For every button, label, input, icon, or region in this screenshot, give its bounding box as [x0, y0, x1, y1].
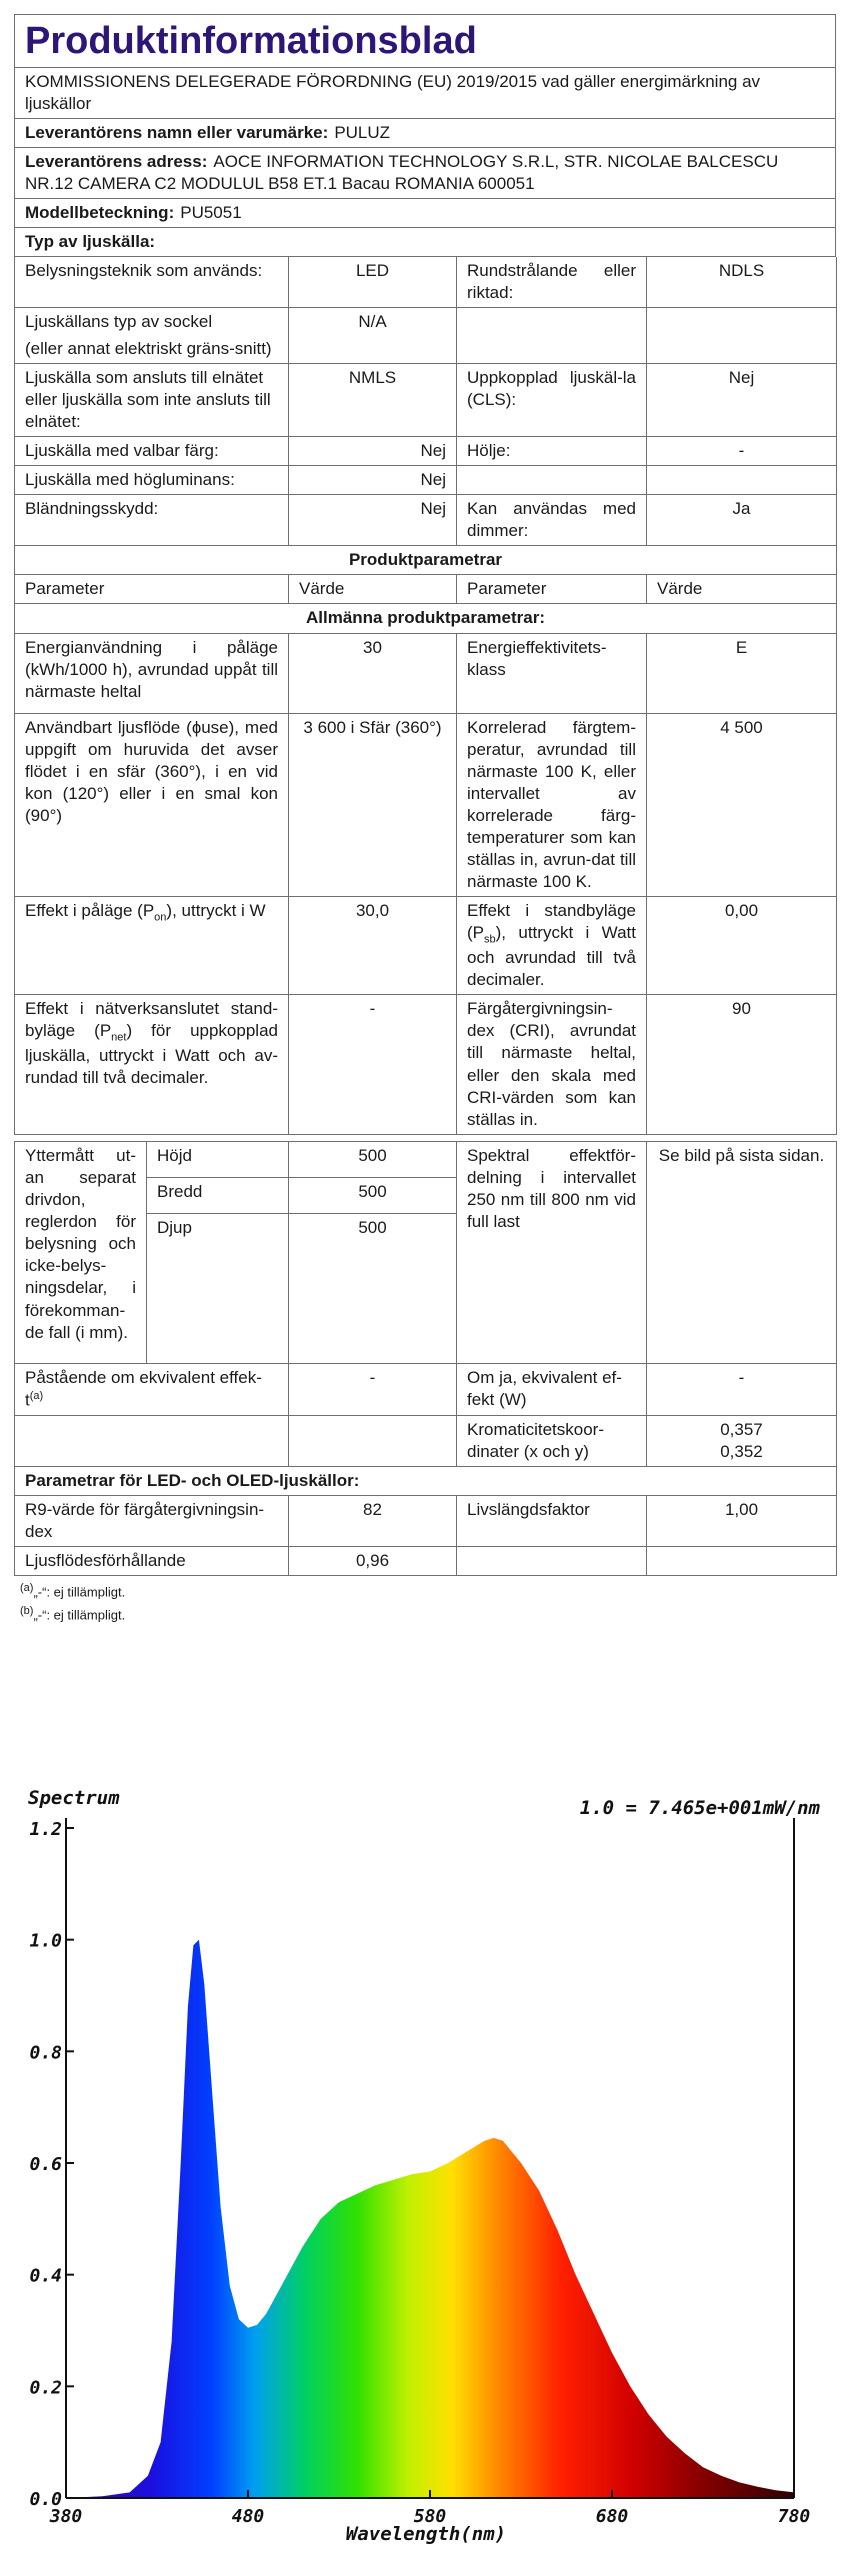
- col-header-parameter: Parameter: [15, 575, 289, 604]
- param-value: -: [289, 1363, 457, 1415]
- param-label: Ljusflödesförhållande: [15, 1547, 289, 1576]
- title-row: [15, 15, 835, 68]
- param-label: Ljuskälla med valbar färg:: [15, 436, 289, 465]
- param-value: [647, 466, 837, 495]
- dimension-value: 500: [289, 1141, 457, 1177]
- dimension-name: Bredd: [147, 1177, 289, 1213]
- param-value: NDLS: [647, 257, 837, 308]
- table-row: [15, 1363, 837, 1415]
- type-heading: Typ av ljuskälla:: [15, 228, 835, 257]
- param-value: N/A: [289, 308, 457, 363]
- param-value: Nej: [289, 466, 457, 495]
- table-row: [15, 1415, 837, 1466]
- table-row: [15, 604, 837, 633]
- power-on-sub: on: [154, 911, 167, 924]
- param-value: LED: [289, 257, 457, 308]
- power-on-label: Effekt i påläge (P: [25, 901, 155, 921]
- footnote-marker: (b): [20, 1605, 34, 1618]
- param-label: Livslängdsfaktor: [457, 1495, 647, 1546]
- y-tick-label: 0.8: [29, 2042, 62, 2064]
- plot-area: [29, 1818, 810, 2527]
- param-label: Bländningsskydd:: [15, 495, 289, 546]
- param-value: Nej: [647, 363, 837, 436]
- page-title: Produktinformationsblad: [25, 20, 477, 62]
- table-row: [15, 1141, 837, 1177]
- address-label: Leverantörens adress:: [25, 151, 208, 171]
- param-value: -: [289, 995, 457, 1135]
- x-axis-label: Wavelength(nm): [345, 2523, 507, 2545]
- dimensions-table: [14, 1141, 837, 1576]
- x-tick-label: 380: [49, 2506, 83, 2527]
- param-value: Nej: [289, 436, 457, 465]
- param-value: 82: [289, 1495, 457, 1546]
- param-value: 3 600 i Sfär (360°): [289, 713, 457, 897]
- param-value: E: [647, 633, 837, 713]
- y-tick-label: 0.0: [29, 2489, 62, 2510]
- param-label: [15, 308, 289, 363]
- model-value: PU5051: [180, 203, 242, 223]
- param-label: Uppkopplad ljuskäl-la (CLS):: [457, 363, 647, 436]
- parameters-table: [14, 257, 837, 1135]
- address-row: [15, 148, 835, 199]
- table-row: [15, 1495, 837, 1546]
- param-label: Om ja, ekvivalent ef-fekt (W): [457, 1363, 647, 1415]
- table-row: [15, 363, 837, 436]
- col-header-parameter: Parameter: [457, 575, 647, 604]
- chart-title: Spectrum: [28, 1787, 120, 1809]
- footnote-text: „-“: ej tillämpligt.: [33, 1584, 126, 1600]
- footnote-ref: (a): [29, 1389, 44, 1402]
- param-label: [457, 466, 647, 495]
- table-row: [15, 1547, 837, 1576]
- param-label: Användbart ljusflöde (ɸuse), med uppgift om huruvida det avser flödet i en sfär (360°), i en vid kon (120°) eller i en smal kon (90°): [15, 713, 289, 897]
- dimensions-label: Yttermått ut-an separat drivdon, reglerdon för belysning och icke-belys-ningsdelar, i förekomman-de fall (i mm).: [15, 1141, 147, 1363]
- param-label: [457, 308, 647, 363]
- param-value: 1,00: [647, 1495, 837, 1546]
- param-label: Ljuskälla med högluminans:: [15, 466, 289, 495]
- param-label: Belysningsteknik som används:: [15, 257, 289, 308]
- param-label: [457, 897, 647, 995]
- regulation-row: KOMMISSIONENS DELEGERADE FÖRORDNING (EU) 2019/2015 vad gäller energimärkning av ljuskällor: [15, 68, 835, 119]
- param-label: [457, 1547, 647, 1576]
- table-row: [15, 546, 837, 575]
- x-tick-label: 480: [231, 2506, 265, 2527]
- equivalent-claim-label: [15, 1363, 289, 1415]
- dimension-value: 500: [289, 1177, 457, 1213]
- x-tick-label: 680: [595, 2506, 629, 2527]
- empty-cell: [15, 1415, 289, 1466]
- y-tick-label: 0.6: [29, 2154, 62, 2175]
- chromaticity-x: 0,357: [720, 1419, 763, 1439]
- chart-scale-label: 1.0 = 7.465e+001mW/nm: [579, 1797, 820, 1819]
- spectrum-chart: [24, 1778, 826, 2548]
- param-value: Nej: [289, 495, 457, 546]
- model-row: [15, 199, 835, 228]
- y-tick-label: 0.2: [29, 2377, 62, 2399]
- x-tick-label: 780: [777, 2506, 811, 2527]
- param-label: Hölje:: [457, 436, 647, 465]
- y-tick-label: 1.0: [29, 1930, 62, 1952]
- led-params-heading: Parametrar för LED- och OLED-ljuskällor:: [15, 1466, 837, 1495]
- net-standby-label: Effekt i nätverksanslutet stand-byläge (P: [25, 999, 278, 1041]
- table-row: [15, 1466, 837, 1495]
- param-value: -: [647, 436, 837, 465]
- spd-value: Se bild på sista sidan.: [647, 1141, 837, 1363]
- param-value: 0,96: [289, 1547, 457, 1576]
- dimension-name: Höjd: [147, 1141, 289, 1177]
- product-params-heading: Produktparametrar: [15, 546, 837, 575]
- col-header-value: Värde: [289, 575, 457, 604]
- param-label: [15, 995, 289, 1135]
- footnote-b: [20, 1603, 836, 1626]
- spectrum-area: [66, 1940, 794, 2498]
- param-label: Färgåtergivningsin-dex (CRI), avrundat till närmaste heltal, eller den skala med CRI-värden som kan ställas in.: [457, 995, 647, 1135]
- header-box: [14, 14, 836, 257]
- table-row: [15, 995, 837, 1135]
- address-value: AOCE INFORMATION TECHNOLOGY S.R.L, STR. NICOLAE BALCESCU NR.12 CAMERA C2 MODULUL B58 ET.1 Bacau ROMANIA 600051: [25, 151, 779, 193]
- param-value: -: [647, 1363, 837, 1415]
- supplier-label: Leverantörens namn eller varumärke:: [25, 122, 329, 142]
- equivalent-claim-text: Påstående om ekvivalent effek-t: [25, 1367, 262, 1410]
- spectrum-svg: [24, 1778, 826, 2548]
- power-on-label-end: ), uttryckt i W: [166, 901, 266, 921]
- chromaticity-label: Kromaticitetskoor-dinater (x och y): [457, 1415, 647, 1466]
- footnote-a: [20, 1580, 836, 1603]
- table-row: [15, 466, 837, 495]
- y-tick-label: 1.2: [29, 1819, 62, 1840]
- chromaticity-value: [647, 1415, 837, 1466]
- spd-label: Spektral effektför-delning i intervallet 250 nm till 800 nm vid full last: [457, 1141, 647, 1363]
- supplier-value: PULUZ: [334, 122, 391, 142]
- param-label: Energianvändning i påläge (kWh/1000 h), avrundad uppåt till närmaste heltal: [15, 633, 289, 713]
- table-row: [15, 308, 837, 363]
- footnote-text: „-“: ej tillämpligt.: [33, 1607, 126, 1623]
- param-value: 0,00: [647, 897, 837, 995]
- param-value: 4 500: [647, 713, 837, 897]
- param-value: Ja: [647, 495, 837, 546]
- param-label: Rundstrålande eller riktad:: [457, 257, 647, 308]
- product-information-sheet: [14, 14, 836, 1627]
- param-label: [15, 897, 289, 995]
- param-value: NMLS: [289, 363, 457, 436]
- table-row: [15, 257, 837, 308]
- table-row: [15, 713, 837, 897]
- col-header-value: Värde: [647, 575, 837, 604]
- model-label: Modellbeteckning:: [25, 203, 175, 223]
- standby-label-end: ), uttryckt i Watt och avrundad till två decimaler.: [467, 923, 636, 990]
- param-label: Korrelerad färgtem-peratur, avrundad till närmaste 100 K, eller intervallet av korrelerade färg-temperaturer som kan ställas in, avrun-dat till närmaste 100 K.: [457, 713, 647, 897]
- table-row: [15, 633, 837, 713]
- empty-cell: [289, 1415, 457, 1466]
- param-label: Kan användas med dimmer:: [457, 495, 647, 546]
- param-label: R9-värde för färgåtergivningsin-dex: [15, 1495, 289, 1546]
- param-value: [647, 308, 837, 363]
- y-tick-label: 0.4: [29, 2265, 62, 2287]
- net-standby-sub: net: [111, 1031, 127, 1044]
- footnote-marker: (a): [20, 1582, 34, 1595]
- param-value: 30,0: [289, 897, 457, 995]
- table-row: [15, 495, 837, 546]
- param-label: Ljuskälla som ansluts till elnätet eller ljuskälla som inte ansluts till elnätet:: [15, 363, 289, 436]
- supplier-row: [15, 119, 835, 148]
- standby-sub: sb: [484, 933, 496, 946]
- param-value: 30: [289, 633, 457, 713]
- x-tick-label: 580: [413, 2506, 447, 2527]
- standby-label: Effekt i standbyläge (P: [467, 901, 636, 943]
- socket-label-note: (eller annat elektriskt gräns-snitt): [25, 338, 272, 358]
- table-row: [15, 897, 837, 995]
- chromaticity-y: 0,352: [720, 1441, 763, 1461]
- table-row: [15, 436, 837, 465]
- socket-label: Ljuskällans typ av sockel: [25, 312, 213, 332]
- param-value: 90: [647, 995, 837, 1135]
- table-header-row: [15, 575, 837, 604]
- dimension-name: Djup: [147, 1213, 289, 1363]
- general-params-heading: Allmänna produktparametrar:: [15, 604, 837, 633]
- param-label: Energieffektivitets-klass: [457, 633, 647, 713]
- param-value: [647, 1547, 837, 1576]
- net-standby-label-end: ) för uppkopplad ljuskälla, uttryckt i Watt och av-rundad till två decimaler.: [25, 1021, 278, 1088]
- footnotes: [14, 1576, 836, 1626]
- dimension-value: 500: [289, 1213, 457, 1363]
